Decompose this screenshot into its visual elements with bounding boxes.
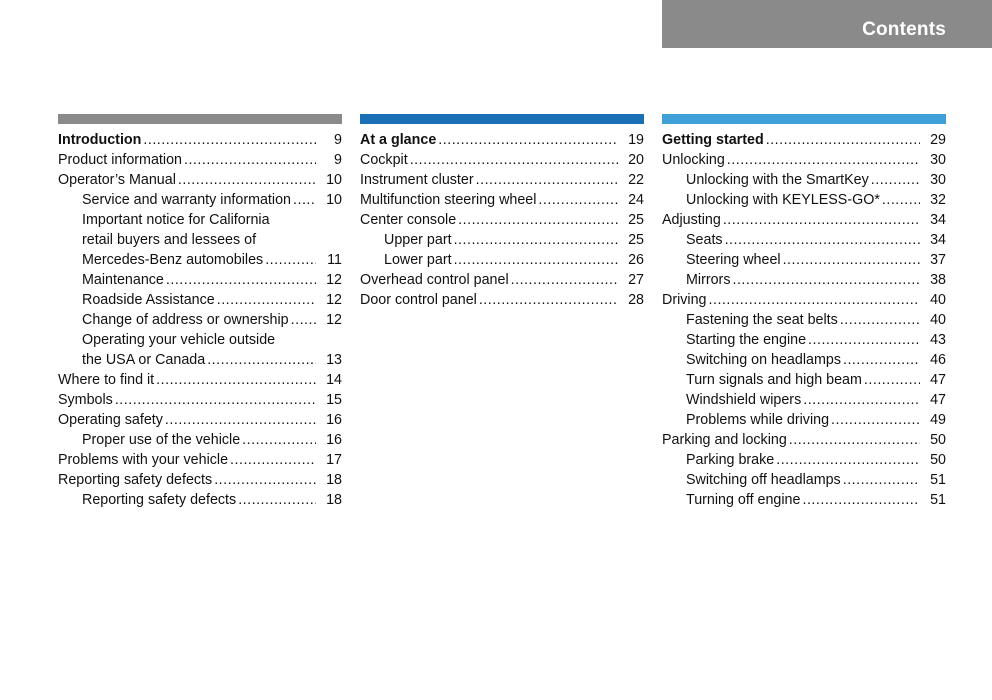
toc-column-getting-started [662, 114, 946, 510]
toc-entry-page-number: 27 [628, 272, 644, 288]
dot-leader [178, 170, 316, 190]
toc-entry[interactable] [662, 310, 946, 330]
toc-entry-page-number: 30 [930, 152, 946, 168]
toc-entry-page-number: 12 [326, 312, 342, 328]
dot-leader [882, 190, 920, 210]
toc-entry-title: the USA or Canada [82, 352, 206, 368]
dot-leader [723, 210, 920, 230]
toc-entry-page-number: 37 [930, 252, 946, 268]
dot-leader [184, 150, 316, 170]
toc-entry-title: Parking brake [686, 452, 775, 468]
dot-leader [410, 150, 618, 170]
dot-leader [165, 410, 316, 430]
toc-entry-title: Adjusting [662, 212, 721, 228]
dot-leader [458, 210, 618, 230]
toc-entry-title: Upper part [384, 232, 452, 248]
toc-entry-title: Problems with your vehicle [58, 452, 229, 468]
toc-entry[interactable] [360, 150, 644, 170]
toc-entry-page-number: 11 [327, 252, 342, 268]
toc-entry-page-number: 50 [930, 432, 946, 448]
section-color-bar [360, 114, 644, 124]
toc-entry-title: Center console [360, 212, 457, 228]
toc-entry-title: Getting started [662, 132, 764, 148]
dot-leader [871, 170, 920, 190]
toc-entry-page-number: 47 [930, 392, 946, 408]
toc-entry-title: Symbols [58, 392, 113, 408]
toc-entry-page-number: 30 [930, 172, 946, 188]
toc-entry-page-number: 10 [326, 192, 342, 208]
toc-column-introduction [58, 114, 342, 510]
toc-entry[interactable] [58, 470, 342, 490]
dot-leader [808, 330, 920, 350]
toc-list [360, 130, 644, 310]
dot-leader [454, 250, 618, 270]
toc-entry-title: Fastening the seat belts [686, 312, 838, 328]
toc-entry[interactable] [662, 230, 946, 250]
toc-entry-page-number: 10 [326, 172, 342, 188]
page-title: Contents [862, 19, 946, 40]
toc-entry-page-number: 17 [326, 452, 342, 468]
toc-entry-page-number: 9 [334, 152, 342, 168]
toc-entry-title: Driving [662, 292, 707, 308]
toc-list [58, 130, 342, 510]
toc-entry-title: Turn signals and high beam [686, 372, 862, 388]
toc-entry-title: Unlocking with the SmartKey [686, 172, 869, 188]
toc-entry[interactable] [58, 350, 342, 370]
toc-entry-page-number: 43 [930, 332, 946, 348]
dot-leader [766, 130, 920, 150]
toc-entry[interactable] [360, 270, 644, 290]
dot-leader [725, 230, 920, 250]
toc-entry-page-number: 25 [628, 232, 644, 248]
toc-entry-page-number: 9 [334, 132, 342, 148]
dot-leader [217, 290, 316, 310]
dot-leader [238, 490, 316, 510]
dot-leader [802, 490, 920, 510]
toc-entry-title: Roadside Assistance [82, 292, 215, 308]
toc-entry-title: Turning off engine [686, 492, 801, 508]
dot-leader [291, 310, 316, 330]
toc-entry-title: Lower part [384, 252, 452, 268]
toc-entry[interactable] [58, 310, 342, 330]
toc-entry[interactable] [58, 330, 342, 350]
toc-list [662, 130, 946, 510]
toc-entry-title: Parking and locking [662, 432, 787, 448]
toc-entry-title: Overhead control panel [360, 272, 509, 288]
toc-entry-title: Operating safety [58, 412, 163, 428]
toc-entry[interactable] [58, 190, 342, 210]
toc-entry-title: Introduction [58, 132, 142, 148]
dot-leader [166, 270, 316, 290]
toc-entry-title: Cockpit [360, 152, 408, 168]
toc-entry-title: Windshield wipers [686, 392, 802, 408]
toc-entry[interactable] [662, 190, 946, 210]
toc-entry-page-number: 28 [628, 292, 644, 308]
toc-entry-page-number: 15 [326, 392, 342, 408]
toc-entry[interactable] [662, 450, 946, 470]
toc-entry-title: Reporting safety defects [82, 492, 237, 508]
toc-entry-page-number: 40 [930, 312, 946, 328]
toc-entry-title: Steering wheel [686, 252, 781, 268]
toc-entry[interactable] [360, 130, 644, 150]
dot-leader [143, 130, 316, 150]
toc-entry[interactable] [360, 250, 644, 270]
toc-entry-page-number: 47 [930, 372, 946, 388]
section-color-bar [58, 114, 342, 124]
toc-entry-title: Switching off headlamps [686, 472, 841, 488]
dot-leader [843, 470, 920, 490]
dot-leader [115, 390, 316, 410]
toc-entry[interactable] [662, 490, 946, 510]
toc-entry-page-number: 14 [326, 372, 342, 388]
dot-leader [156, 370, 316, 390]
dot-leader [840, 310, 920, 330]
toc-entry-page-number: 19 [628, 132, 644, 148]
dot-leader [242, 430, 316, 450]
dot-leader [476, 170, 618, 190]
toc-entry[interactable] [58, 450, 342, 470]
toc-entry-title: Maintenance [82, 272, 164, 288]
toc-entry-title: Product information [58, 152, 182, 168]
toc-entry[interactable] [662, 330, 946, 350]
dot-leader [479, 290, 618, 310]
toc-entry[interactable] [662, 410, 946, 430]
toc-entry[interactable] [58, 230, 342, 250]
toc-entry-title: Mirrors [686, 272, 731, 288]
toc-entry[interactable] [58, 410, 342, 430]
toc-entry-title: Instrument cluster [360, 172, 474, 188]
section-color-bar [662, 114, 946, 124]
toc-entry[interactable] [360, 290, 644, 310]
toc-entry-page-number: 32 [930, 192, 946, 208]
toc-entry[interactable] [58, 490, 342, 510]
dot-leader [803, 390, 920, 410]
dot-leader [789, 430, 920, 450]
toc-entry[interactable] [662, 470, 946, 490]
toc-entry-page-number: 25 [628, 212, 644, 228]
toc-entry-page-number: 16 [326, 432, 342, 448]
toc-entry-page-number: 38 [930, 272, 946, 288]
toc-entry-page-number: 18 [326, 472, 342, 488]
toc-entry[interactable] [662, 270, 946, 290]
toc-entry[interactable] [662, 150, 946, 170]
toc-entry-title: Reporting safety defects [58, 472, 213, 488]
toc-entry[interactable] [58, 210, 342, 230]
toc-entry-page-number: 18 [326, 492, 342, 508]
toc-entry-page-number: 34 [930, 212, 946, 228]
toc-column-at-a-glance [360, 114, 644, 310]
toc-entry-title: Change of address or ownership [82, 312, 289, 328]
toc-entry-page-number: 34 [930, 232, 946, 248]
toc-entry-page-number: 51 [930, 492, 946, 508]
dot-leader [265, 250, 316, 270]
toc-entry-title: At a glance [360, 132, 437, 148]
toc-entry-title: Unlocking [662, 152, 725, 168]
toc-entry-title: Service and warranty information [82, 192, 291, 208]
toc-entry[interactable] [360, 210, 644, 230]
dot-leader [843, 350, 920, 370]
dot-leader [214, 470, 316, 490]
dot-leader [709, 290, 921, 310]
toc-entry[interactable] [58, 150, 342, 170]
toc-entry[interactable] [58, 390, 342, 410]
toc-entry-title: Switching on headlamps [686, 352, 841, 368]
toc-entry[interactable] [662, 350, 946, 370]
toc-entry[interactable] [662, 430, 946, 450]
toc-entry-page-number: 49 [930, 412, 946, 428]
dot-leader [293, 190, 316, 210]
dot-leader [230, 450, 316, 470]
toc-entry[interactable] [662, 210, 946, 230]
toc-entry-page-number: 24 [628, 192, 644, 208]
toc-entry[interactable] [58, 250, 342, 270]
toc-entry[interactable] [662, 370, 946, 390]
toc-entry-title: Starting the engine [686, 332, 807, 348]
toc-entry[interactable] [58, 270, 342, 290]
toc-entry[interactable] [662, 290, 946, 310]
toc-entry[interactable] [360, 230, 644, 250]
toc-entry-page-number: 29 [930, 132, 946, 148]
toc-entry-page-number: 50 [930, 452, 946, 468]
toc-entry-page-number: 16 [326, 412, 342, 428]
toc-entry-title: Multifunction steering wheel [360, 192, 537, 208]
dot-leader [732, 270, 920, 290]
toc-entry-page-number: 26 [628, 252, 644, 268]
toc-entry-page-number: 40 [930, 292, 946, 308]
toc-entry[interactable] [662, 130, 946, 150]
toc-entry-title: Important notice for California [82, 212, 270, 228]
toc-entry[interactable] [360, 190, 644, 210]
toc-entry-title: Unlocking with KEYLESS-GO* [686, 192, 880, 208]
toc-entry-title: Door control panel [360, 292, 477, 308]
toc-entry-title: Proper use of the vehicle [82, 432, 241, 448]
dot-leader [207, 350, 316, 370]
dot-leader [864, 370, 920, 390]
dot-leader [831, 410, 920, 430]
toc-entry[interactable] [360, 170, 644, 190]
toc-entry-title: Seats [686, 232, 723, 248]
toc-entry[interactable] [662, 170, 946, 190]
toc-entry[interactable] [58, 170, 342, 190]
toc-entry-page-number: 46 [930, 352, 946, 368]
toc-entry-title: Problems while driving [686, 412, 830, 428]
toc-entry[interactable] [662, 390, 946, 410]
toc-entry-page-number: 12 [326, 272, 342, 288]
dot-leader [727, 150, 920, 170]
dot-leader [776, 450, 920, 470]
dot-leader [538, 190, 618, 210]
toc-entry[interactable] [58, 370, 342, 390]
toc-entry-title: Where to find it [58, 372, 155, 388]
toc-entry-title: Operating your vehicle outside [82, 332, 276, 348]
toc-entry[interactable] [58, 290, 342, 310]
toc-entry-title: retail buyers and lessees of [82, 232, 257, 248]
dot-leader [438, 130, 618, 150]
toc-entry[interactable] [58, 130, 342, 150]
toc-entry[interactable] [662, 250, 946, 270]
toc-entry-page-number: 13 [326, 352, 342, 368]
toc-entry[interactable] [58, 430, 342, 450]
toc-entry-page-number: 12 [326, 292, 342, 308]
toc-entry-title: Operator’s Manual [58, 172, 176, 188]
toc-entry-page-number: 51 [930, 472, 946, 488]
dot-leader [454, 230, 618, 250]
toc-entry-page-number: 20 [628, 152, 644, 168]
dot-leader [783, 250, 920, 270]
toc-entry-page-number: 22 [628, 172, 644, 188]
dot-leader [511, 270, 618, 290]
toc-entry-title: Mercedes-Benz automobiles [82, 252, 264, 268]
